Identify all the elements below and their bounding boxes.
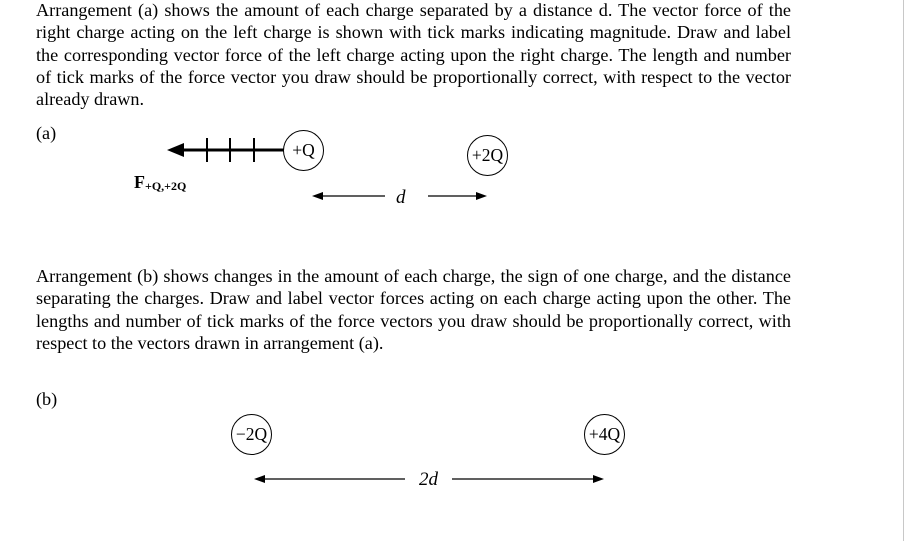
force-label-a xyxy=(134,172,186,194)
charge-a-right: +2Q xyxy=(467,135,508,176)
force-label-main: F xyxy=(134,172,145,192)
page-edge-rule xyxy=(903,0,904,541)
charge-b-left: −2Q xyxy=(231,414,272,455)
instructions-arrangement-b: Arrangement (b) shows changes in the amount of each charge, the sign of one charge, and the distance separating the charges. Draw and label vector forces acting on each charge acting upon the other. The lengths and number of tick marks of the force vectors you draw should be proportionally correct, with respect to the vectors drawn in arrangement (a). xyxy=(36,266,791,353)
distance-label-b: 2d xyxy=(419,469,438,490)
force-label-subscript: +Q,+2Q xyxy=(145,179,187,193)
distance-label-a: d xyxy=(396,187,406,208)
charge-a-left: +Q xyxy=(283,130,324,171)
instructions-arrangement-a: Arrangement (a) shows the amount of each charge separated by a distance d. The vector force of the right charge acting on the left charge is shown with tick marks indicating magnitude. Draw and label the corresponding vector force of the left charge acting upon the right charge. The length and number of tick marks of the force vector you draw should be proportionally correct, with respect to the vector already drawn. xyxy=(36,0,791,110)
force-vector-a xyxy=(167,138,284,162)
arrangement-a-tag: (a) xyxy=(36,123,57,143)
charge-b-right: +4Q xyxy=(584,414,625,455)
arrangement-b-tag: (b) xyxy=(36,389,58,409)
